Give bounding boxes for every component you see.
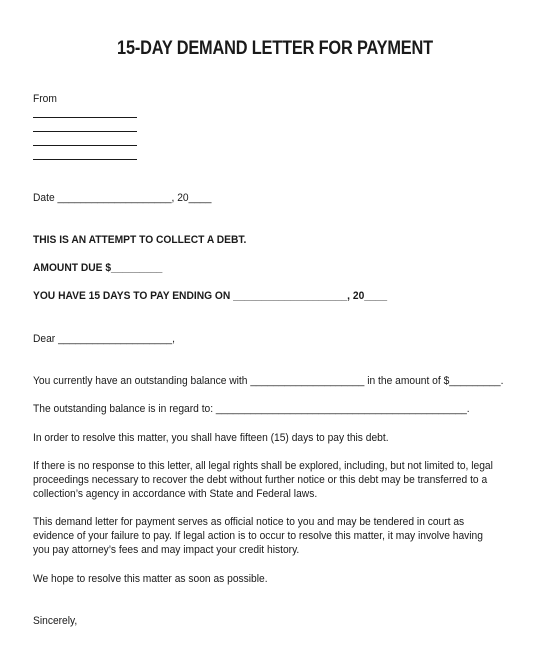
from-line-2 [33, 131, 137, 132]
no-response-line-1: If there is no response to this letter, all legal rights shall be explored, including, but not limited to, legal [33, 460, 493, 472]
regard-line: The outstanding balance is in regard to: ____________________________________________. [33, 403, 470, 415]
from-line-4 [33, 159, 137, 160]
resolve-line: In order to resolve this matter, you shall have fifteen (15) days to pay this debt. [33, 432, 389, 444]
official-notice-line-2: evidence of your failure to pay. If legal action is to occur to resolve this matter, it may involve having [33, 530, 483, 542]
no-response-line-3: collection’s agency in accordance with State and Federal laws. [33, 488, 318, 500]
from-line-3 [33, 145, 137, 146]
days-to-pay: YOU HAVE 15 DAYS TO PAY ENDING ON ____________________, 20____ [33, 290, 388, 302]
closing: Sincerely, [33, 615, 78, 627]
no-response-line-2: proceedings necessary to recover the debt without further notice or this debt may be transferred to a [33, 474, 488, 486]
official-notice-line-1: This demand letter for payment serves as official notice to you and may be tendered in court as [33, 516, 465, 528]
date-line: Date ____________________, 20____ [33, 192, 212, 204]
balance-line: You currently have an outstanding balance with ____________________ in the amount of $_________. [33, 375, 504, 387]
collect-debt-notice: THIS IS AN ATTEMPT TO COLLECT A DEBT. [33, 234, 247, 246]
official-notice-line-3: you pay attorney’s fees and may impact your credit history. [33, 544, 300, 556]
from-line-1 [33, 117, 137, 118]
salutation: Dear ____________________, [33, 333, 175, 345]
letter-title: 15-DAY DEMAND LETTER FOR PAYMENT [117, 38, 433, 59]
hope-line: We hope to resolve this matter as soon as possible. [33, 573, 268, 585]
from-label: From [33, 93, 57, 105]
amount-due: AMOUNT DUE $_________ [33, 262, 163, 274]
